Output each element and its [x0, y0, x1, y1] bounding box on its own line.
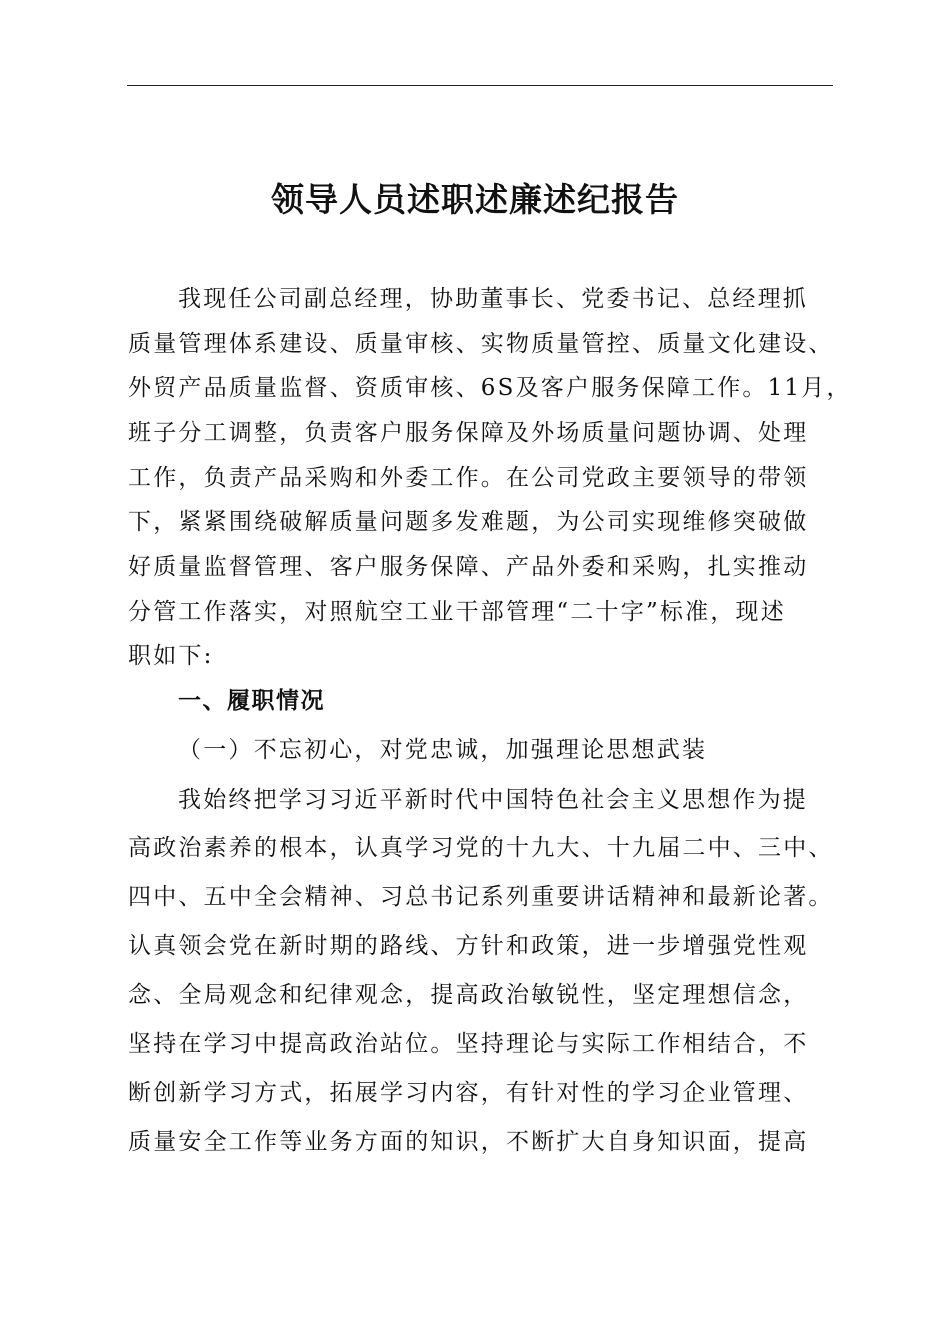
- body-line: 分管工作落实，对照航空工业干部管理“二十字”标准，现述: [128, 599, 786, 625]
- document-title: 领导人员述职述廉述纪报告: [271, 180, 679, 219]
- body-line: 坚持在学习中提高政治站位。坚持理论与实际工作相结合，不: [128, 1031, 809, 1057]
- body-line: 质量安全工作等业务方面的知识，不断扩大自身知识面，提高: [128, 1129, 809, 1155]
- body-line: 我现任公司副总经理，协助董事长、党委书记、总经理抓: [178, 286, 808, 312]
- body-line: 高政治素养的根本，认真学习党的十九大、十九届二中、三中、: [128, 835, 834, 861]
- body-line: 我始终把学习习近平新时代中国特色社会主义思想作为提: [178, 787, 808, 813]
- header-rule: [127, 85, 833, 86]
- body-line: 念、全局观念和纪律观念，提高政治敏锐性，坚定理想信念，: [128, 982, 809, 1008]
- body-line: 好质量监督管理、客户服务保障、产品外委和采购，扎实推动: [128, 554, 809, 580]
- subsection-heading: （一）不忘初心，对党忠诚，加强理论思想武装: [178, 737, 708, 763]
- body-line: 认真领会党在新时期的路线、方针和政策，进一步增强党性观: [128, 933, 809, 959]
- body-line: 工作，负责产品采购和外委工作。在公司党政主要领导的带领: [128, 465, 809, 491]
- body-line: 质量管理体系建设、质量审核、实物质量管控、质量文化建设、: [128, 331, 834, 357]
- body-line: 四中、五中全会精神、习总书记系列重要讲话精神和最新论著。: [128, 884, 834, 910]
- body-line: 班子分工调整，负责客户服务保障及外场质量问题协调、处理: [128, 420, 809, 446]
- body-line: 外贸产品质量监督、资质审核、6S及客户服务保障工作。11月，: [128, 375, 852, 401]
- body-line: 下，紧紧围绕破解质量问题多发难题，为公司实现维修突破做: [128, 509, 809, 535]
- body-line: 职如下:: [128, 643, 214, 669]
- section-heading: 一、履职情况: [178, 688, 325, 714]
- body-line: 断创新学习方式，拓展学习内容，有针对性的学习企业管理、: [128, 1080, 809, 1106]
